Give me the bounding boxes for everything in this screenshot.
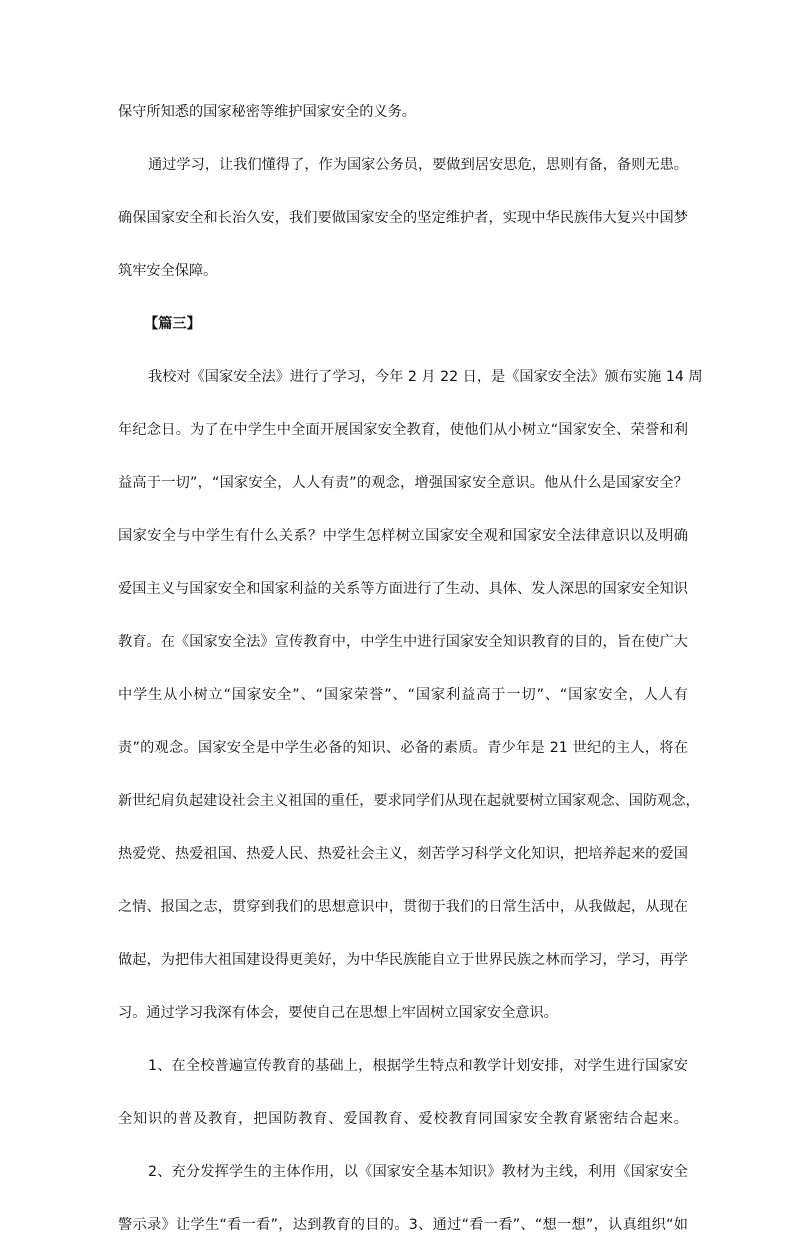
- text-line-3: 确保国家安全和长治久安，我们要做国家安全的坚定维护者，实现中华民族伟大复兴中国梦: [118, 210, 688, 226]
- text-line-14: 新世纪肩负起建设社会主义祖国的重任，要求同学们从现在起就要树立国家观念、国防观念，: [118, 793, 700, 809]
- text-line-2: 通过学习，让我们懂得了，作为国家公务员，要做到居安思危，思则有备，备则无患。: [148, 157, 688, 173]
- document-page: [118, 102, 703, 1235]
- text-line-16: 之情、报国之志，贯穿到我们的思想意识中，贯彻于我们的日常生活中，从我做起，从现在: [118, 899, 688, 915]
- text-line-1: 保守所知悉的国家秘密等维护国家安全的义务。: [118, 104, 416, 120]
- text-line-21: 2、充分发挥学生的主体作用，以《国家安全基本知识》教材为主线，利用《国家安全: [148, 1164, 688, 1180]
- text-line-19: 1、在全校普遍宣传教育的基础上，根据学生特点和教学计划安排，对学生进行国家安: [148, 1058, 688, 1074]
- text-line-4: 筑牢安全保障。: [118, 263, 218, 279]
- text-line-6: 我校对《国家安全法》进行了学习，今年 2 月 22 日，是《国家安全法》颁布实施 14 周: [148, 369, 703, 385]
- text-line-22: 警示录》让学生“看一看”，达到教育的目的。3、通过“看一看”、“想一想”，认真组织“如: [118, 1217, 688, 1233]
- text-line-17: 做起，为把伟大祖国建设得更美好，为中华民族能自立于世界民族之林而学习，学习，再学: [118, 952, 688, 968]
- text-line-12: 中学生从小树立“国家安全”、“国家荣誉”、“国家利益高于一切”、“国家安全，人人有: [118, 687, 688, 703]
- text-line-8: 益高于一切”，“国家安全，人人有责”的观念，增强国家安全意识。他从什么是国家安全？: [118, 475, 688, 491]
- text-line-13: 责”的观念。国家安全是中学生必备的知识、必备的素质。青少年是 21 世纪的主人，将在: [118, 740, 688, 756]
- text-line-10: 爱国主义与国家安全和国家利益的关系等方面进行了生动、具体、发人深思的国家安全知识: [118, 581, 688, 597]
- section-heading: 【篇三】: [144, 316, 201, 332]
- text-line-18: 习。通过学习我深有体会，要使自己在思想上牢固树立国家安全意识。: [118, 1005, 558, 1021]
- text-line-9: 国家安全与中学生有什么关系？中学生怎样树立国家安全观和国家安全法律意识以及明确: [118, 528, 688, 544]
- text-line-7: 年纪念日。为了在中学生中全面开展国家安全教育，使他们从小树立“国家安全、荣誉和利: [118, 422, 688, 438]
- text-line-15: 热爱党、热爱祖国、热爱人民、热爱社会主义，刻苦学习科学文化知识，把培养起来的爱国: [118, 846, 688, 862]
- text-line-11: 教育。在《国家安全法》宣传教育中，中学生中进行国家安全知识教育的目的，旨在使广大: [118, 634, 688, 650]
- text-line-20: 全知识的普及教育，把国防教育、爱国教育、爱校教育同国家安全教育紧密结合起来。: [118, 1111, 688, 1127]
